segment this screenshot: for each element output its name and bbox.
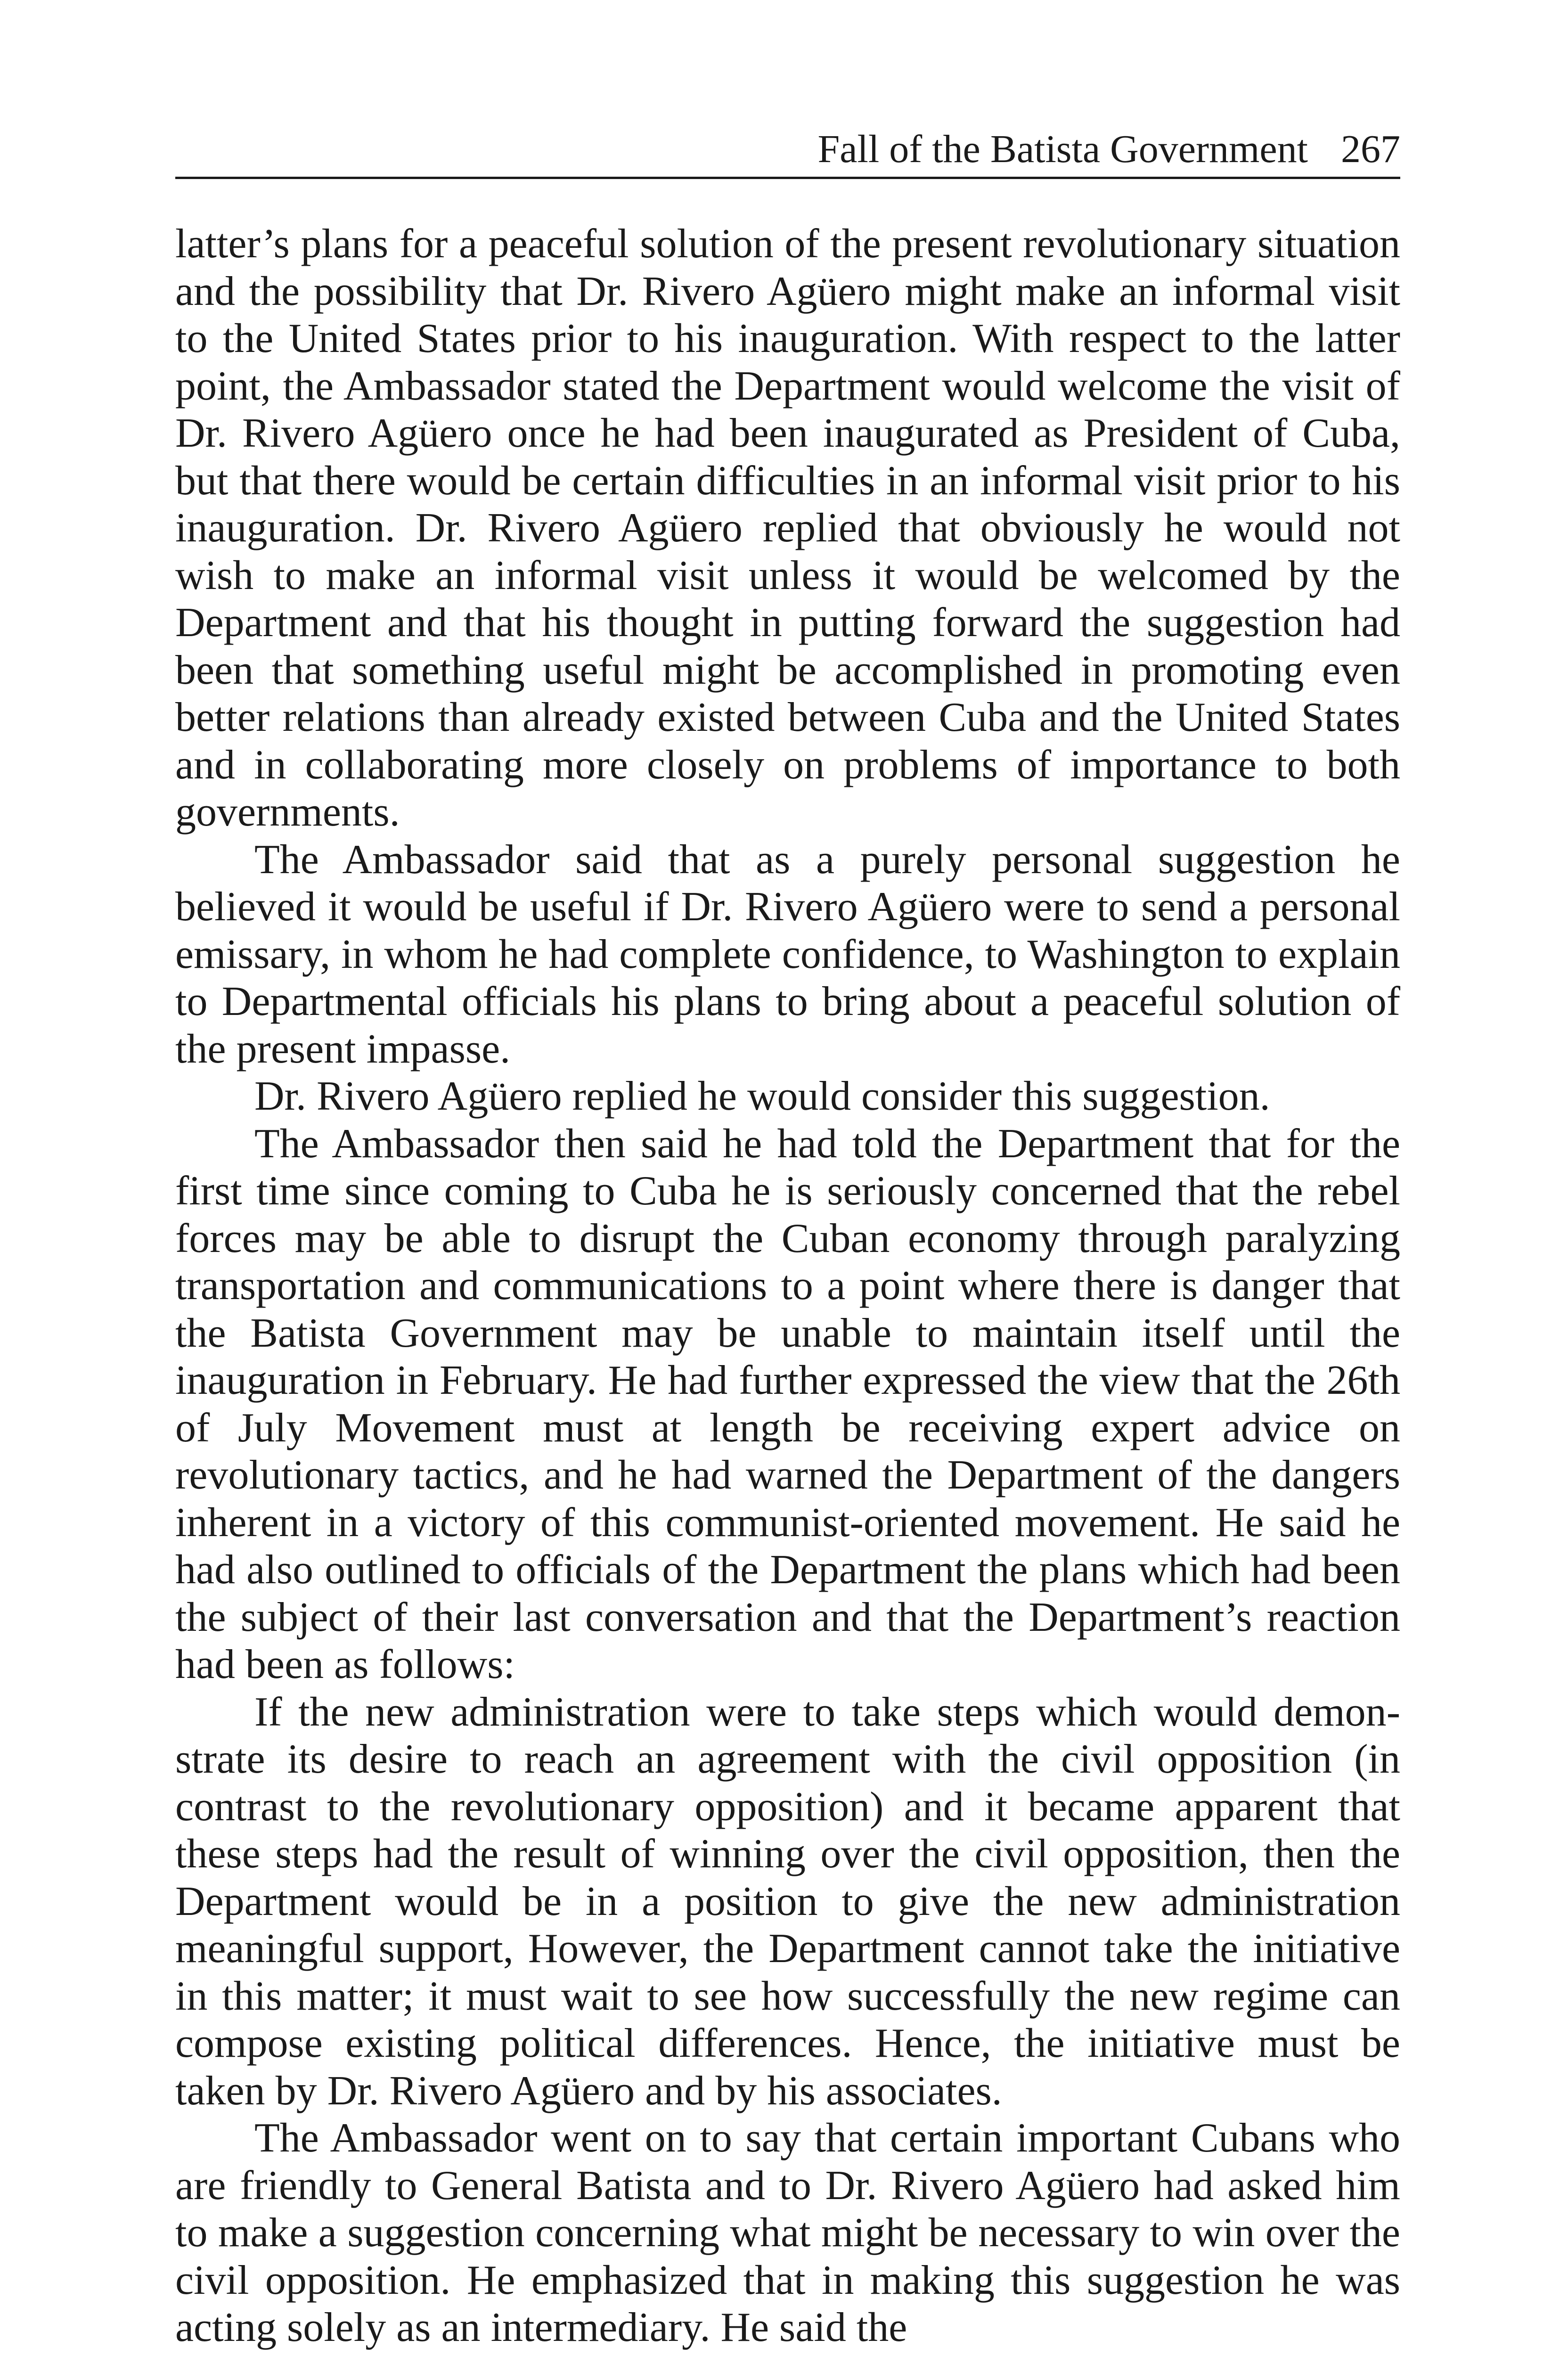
page-number: 267 [1341,127,1400,171]
running-head-title: Fall of the Batista Government [817,127,1308,171]
header-rule [175,177,1400,179]
paragraph-2: The Ambassador said that as a purely personal suggestion he believed it would be useful if Dr. Rivero Agüero were to send a personal emissary, in whom he had complete confidence, to Washington to explain to Departmental officials his plans to bring about a peaceful solution of the present impasse. [175,836,1400,1072]
body-text [175,221,1400,2352]
paragraph-6: The Ambassador went on to say that certain important Cubans who are friendly to General Batista and to Dr. Rivero Agüero had asked him to make a suggestion concerning what might be necessary to win over the civil opposition. He emphasized that in making this suggestion he was acting solely as an intermediary. He said the [175,2115,1400,2350]
paragraph-1: latter’s plans for a peaceful solution of the present revolutionary situation and the possibility that Dr. Rivero Agüero might make an informal visit to the United States prior to his inauguration. With respect to the latter point, the Ambassador stated the Department would welcome the visit of Dr. Rivero Agüero once he had been inaugurated as President of Cuba, but that there would be certain difficulties in an informal visit prior to his inauguration. Dr. Rivero Agüero replied that obviously he would not wish to make an informal visit unless it would be welcomed by the Department and that his thought in putting forward the suggestion had been that something useful might be accomplished in promoting even better relations than already existed between Cuba and the United States and in collaborating more closely on problems of importance to both governments. [175,221,1400,835]
paragraph-4: The Ambassador then said he had told the Department that for the first time since coming to Cuba he is seriously concerned that the rebel forces may be able to disrupt the Cuban economy through paralyzing transportation and communications to a point where there is danger that the Batista Government may be unable to maintain itself until the inauguration in February. He had further expressed the view that the 26th of July Movement must at length be receiving expert advice on revolutionary tactics, and he had warned the Department of the dangers inherent in a victory of this communist-oriented movement. He said he had also outlined to officials of the Department the plans which had been the subject of their last conversation and that the Department’s reaction had been as follows: [175,1121,1400,1687]
running-head [175,123,1400,175]
paragraph-5: If the new administration were to take steps which would demonstrate its desire to reach an agreement with the civil opposition (in contrast to the revolutionary opposition) and it became apparent that these steps had the result of winning over the civil opposition, then the Department would be in a position to give the new administration meaningful support, However, the Department cannot take the initiative in this matter; it must wait to see how successfully the new regime can compose existing political differences. Hence, the initiative must be taken by Dr. Rivero Agüero and by his associates. [175,1689,1400,2114]
paragraph-3: Dr. Rivero Agüero replied he would consider this suggestion. [254,1073,1270,1119]
